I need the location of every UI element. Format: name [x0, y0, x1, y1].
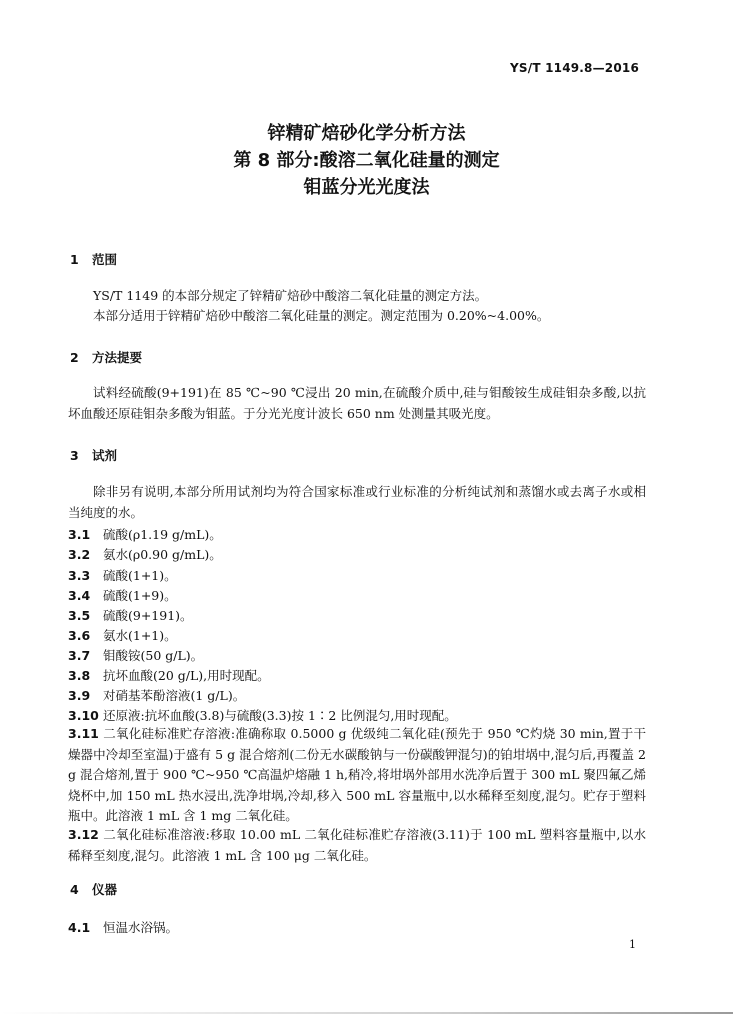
- section-2-para-1: 试料经硫酸(9+191)在 85 ℃~90 ℃浸出 20 min,在硫酸介质中,硅与钼酸铵生成硅钼杂多酸,以抗坏血酸还原硅钼杂多酸为钼蓝。于分光光度计波长 650 nm 处测量其吸光度。: [68, 385, 646, 421]
- list-item: [68, 646, 203, 664]
- document-title: [0, 120, 733, 201]
- list-item: [68, 686, 245, 704]
- section-4-heading: [70, 880, 117, 898]
- item-text: 钼酸铵(50 g/L)。: [103, 648, 204, 663]
- item-number: 3.11: [68, 726, 99, 741]
- list-item: [68, 825, 646, 866]
- list-item: [68, 586, 177, 604]
- section-number: 1: [70, 252, 79, 267]
- section-1-heading: [70, 250, 117, 268]
- section-title: 方法提要: [92, 350, 143, 365]
- item-number: 3.5: [68, 608, 91, 623]
- list-item: [68, 566, 177, 584]
- list-item: [68, 626, 177, 644]
- list-item: [68, 666, 270, 684]
- item-text: 抗坏血酸(20 g/L),用时现配。: [103, 668, 270, 683]
- item-number: 3.9: [68, 688, 91, 703]
- list-item: [68, 525, 222, 543]
- list-item: [68, 918, 178, 936]
- item-text: 硫酸(1+9)。: [103, 588, 177, 603]
- list-item: [68, 606, 193, 624]
- item-number: 3.1: [68, 527, 91, 542]
- title-line-1: 锌精矿焙砂化学分析方法: [267, 123, 466, 144]
- item-text: 氨水(ρ0.90 g/mL)。: [103, 547, 222, 562]
- section-2-heading: [70, 348, 142, 366]
- item-text: 二氧化硅标准贮存溶液:准确称取 0.5000 g 优级纯二氧化硅(预先于 950 ℃灼烧 30 min,置于干燥器中冷却至室温)于盛有 5 g 混合熔剂(二份无水碳酸钠与一份碳酸钾混匀)的铂坩埚中,混匀后,再覆盖 2 g 混合熔剂,置于 900 ℃~950 ℃高温炉熔融 1 h,稍冷,将坩埚外部用水洗净后置于 300 mL 聚四氟乙烯烧杯中,加 150 mL 热水浸出,洗净坩埚,冷却,移入 500 mL 容量瓶中,以水稀释至刻度,混匀。贮存于塑料瓶中。此溶液 1 mL 含 1 mg 二氧化硅。: [68, 726, 646, 823]
- item-text: 恒温水浴锅。: [103, 920, 179, 935]
- section-title: 范围: [92, 252, 118, 267]
- item-text: 二氧化硅标准溶液:移取 10.00 mL 二氧化硅标准贮存溶液(3.11)于 100 mL 塑料容量瓶中,以水稀释至刻度,混匀。此溶液 1 mL 含 100 μg 二氧化硅。: [68, 827, 646, 863]
- item-number: 3.4: [68, 588, 91, 603]
- item-number: 4.1: [68, 920, 91, 935]
- item-number: 3.12: [68, 827, 99, 842]
- item-text: 硫酸(9+191)。: [103, 608, 193, 623]
- section-number: 2: [70, 350, 79, 365]
- item-text: 硫酸(ρ1.19 g/mL)。: [103, 527, 222, 542]
- item-number: 3.2: [68, 547, 91, 562]
- list-item: [68, 545, 222, 563]
- page-number: 1: [629, 938, 636, 951]
- list-item: [68, 706, 457, 724]
- item-number: 3.3: [68, 568, 91, 583]
- section-1-para-2: 本部分适用于锌精矿焙砂中酸溶二氧化硅量的测定。测定范围为 0.20%~4.00%。: [93, 308, 550, 323]
- title-line-3: 钼蓝分光光度法: [303, 177, 430, 198]
- section-1-para-1: YS/T 1149 的本部分规定了锌精矿焙砂中酸溶二氧化硅量的测定方法。: [93, 288, 488, 303]
- item-text: 还原液:抗坏血酸(3.8)与硫酸(3.3)按 1∶2 比例混匀,用时现配。: [103, 708, 457, 723]
- item-number: 3.8: [68, 668, 91, 683]
- section-number: 4: [70, 882, 79, 897]
- section-title: 仪器: [92, 882, 118, 897]
- item-text: 对硝基苯酚溶液(1 g/L)。: [103, 688, 246, 703]
- standard-code: YS/T 1149.8—2016: [510, 61, 639, 75]
- section-3-heading: [70, 446, 117, 464]
- list-item: [68, 724, 646, 827]
- section-number: 3: [70, 448, 79, 463]
- section-title: 试剂: [92, 448, 118, 463]
- scan-edge-shadow: [0, 1012, 733, 1014]
- item-text: 氨水(1+1)。: [103, 628, 177, 643]
- item-number: 3.10: [68, 708, 99, 723]
- item-number: 3.7: [68, 648, 91, 663]
- section-3-intro: 除非另有说明,本部分所用试剂均为符合国家标准或行业标准的分析纯试剂和蒸馏水或去离子水或相当纯度的水。: [68, 484, 646, 520]
- title-line-2: 第 8 部分:酸溶二氧化硅量的测定: [233, 150, 500, 171]
- item-number: 3.6: [68, 628, 91, 643]
- item-text: 硫酸(1+1)。: [103, 568, 177, 583]
